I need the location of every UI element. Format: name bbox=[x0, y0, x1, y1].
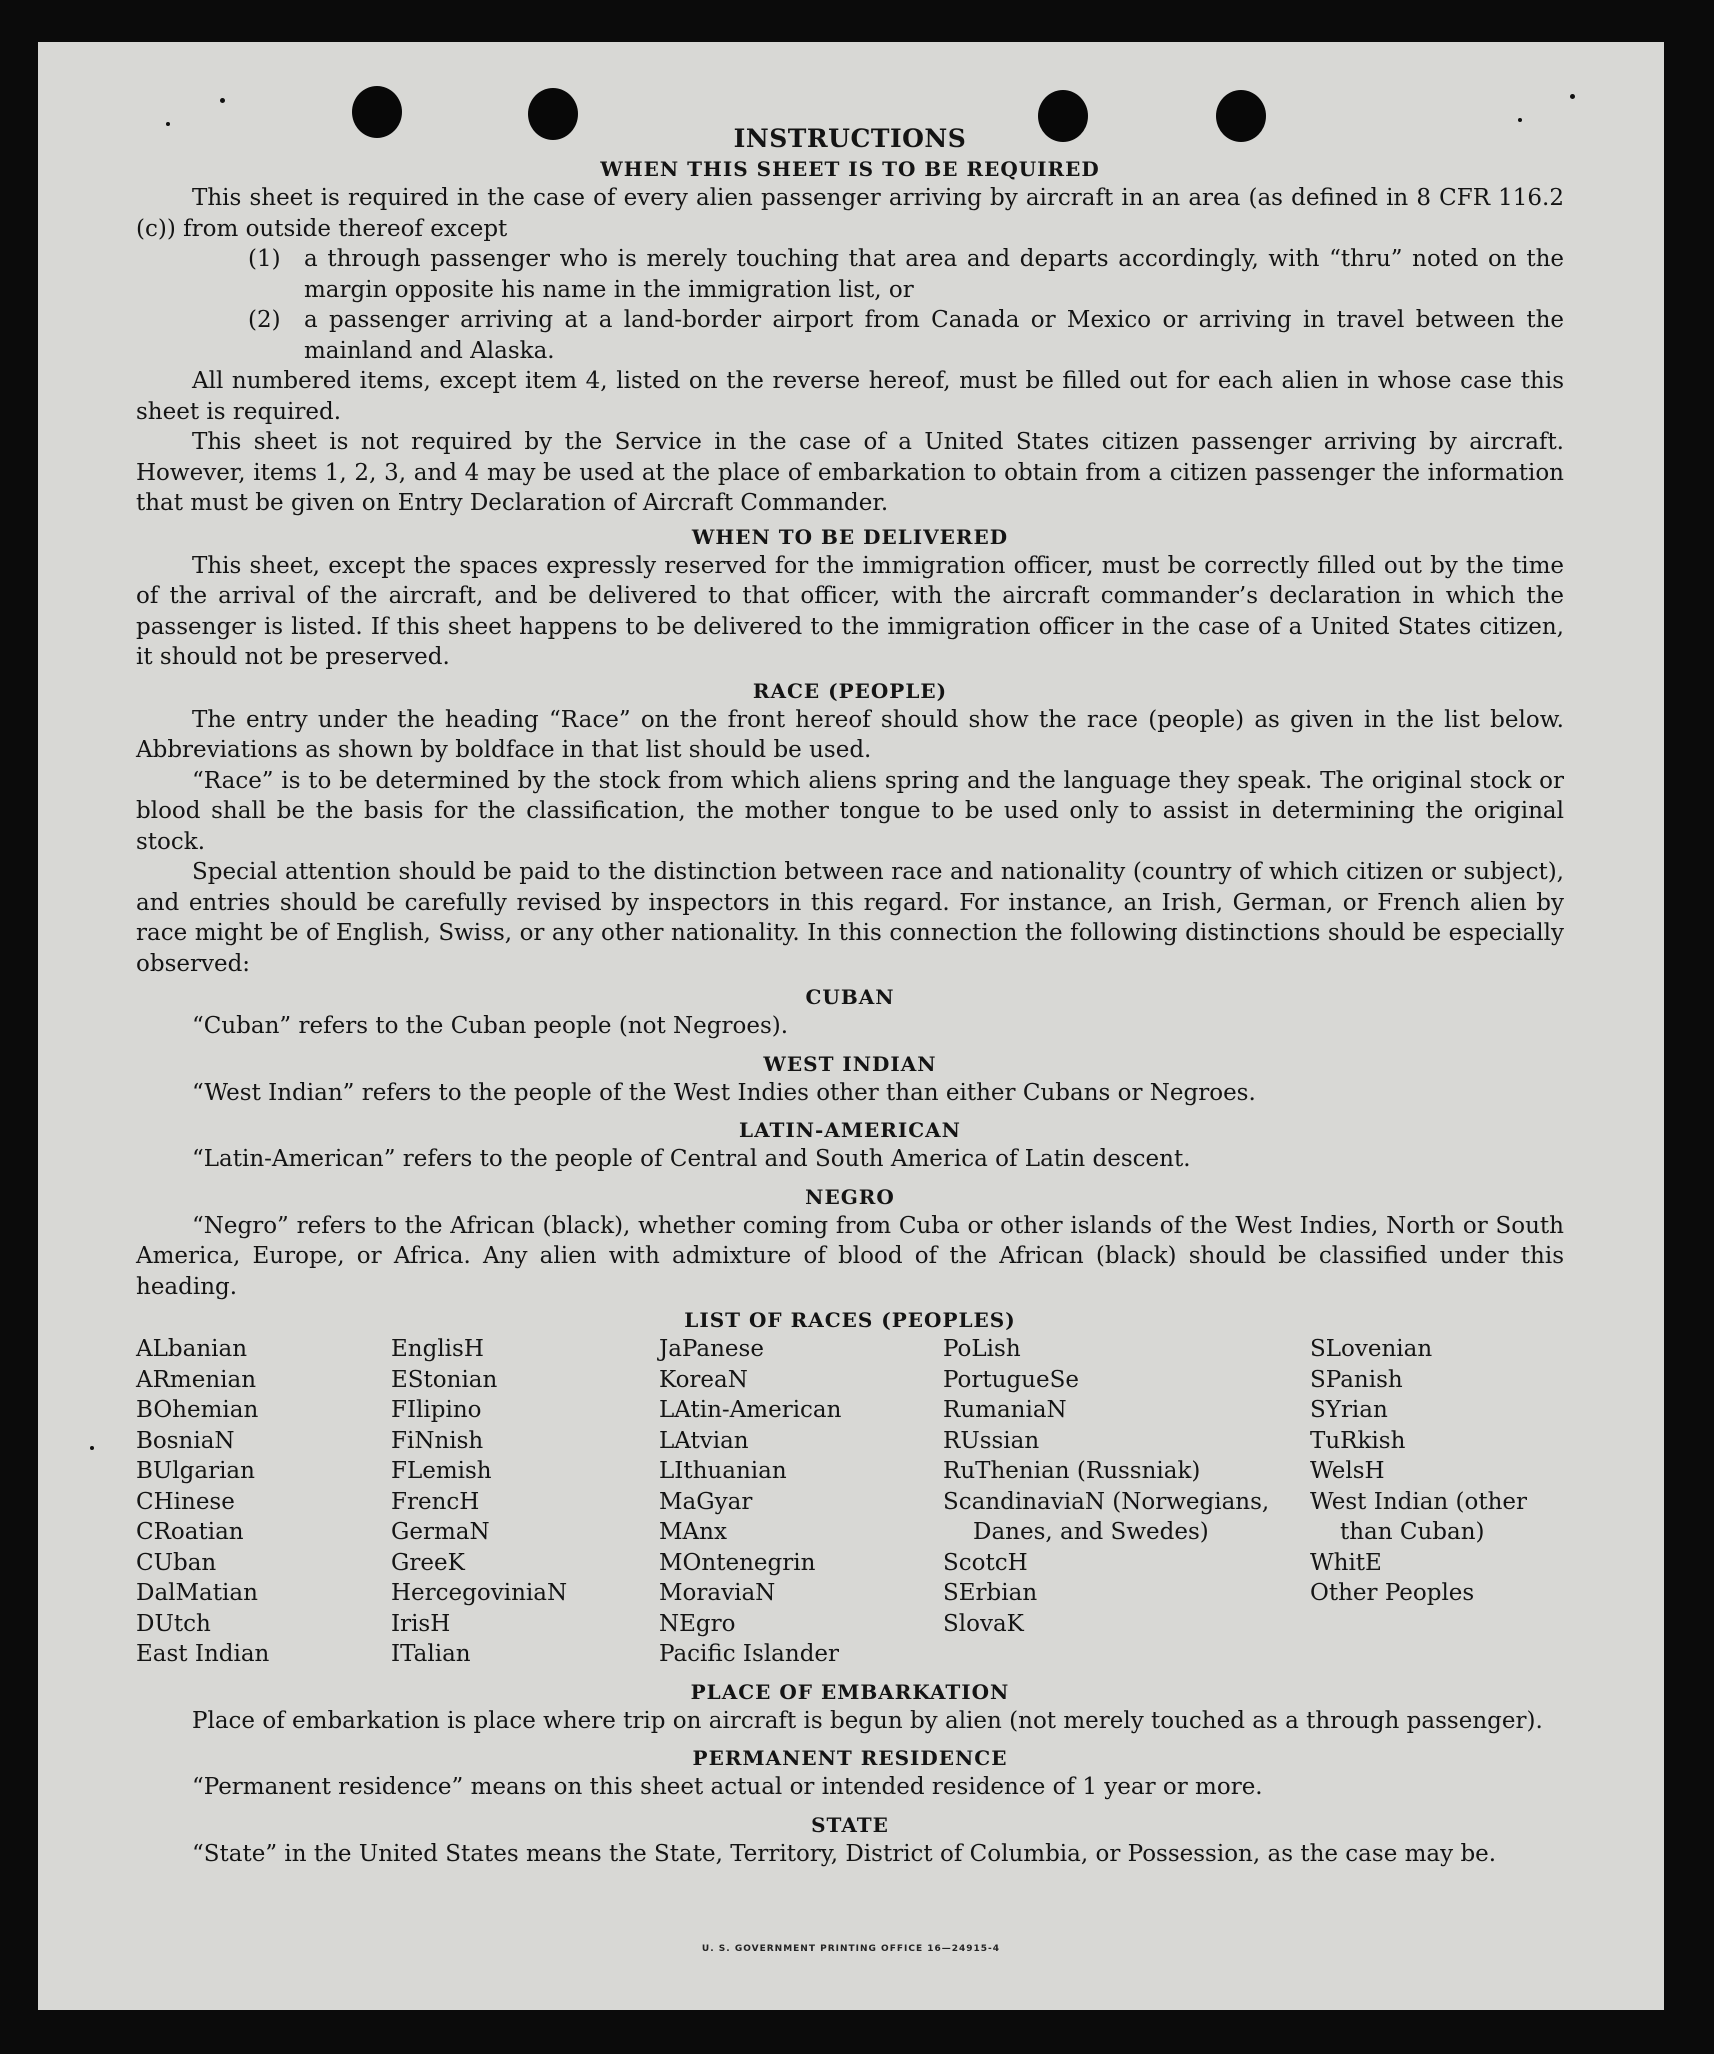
race-entry: LAtin-American bbox=[659, 1397, 842, 1423]
races-column bbox=[659, 1334, 943, 1670]
race-entry: WhitE bbox=[1310, 1549, 1382, 1576]
paragraph: “Negro” refers to the African (black), whether coming from Cuba or other islands of the West Indies, North or South America, Europe, or Africa. Any alien with admixture of blood of the African (black) should be classified under this heading. bbox=[136, 1212, 1564, 1300]
speck bbox=[1518, 118, 1522, 122]
races-column bbox=[391, 1334, 659, 1670]
instructions-content bbox=[136, 124, 1564, 1869]
item-text: a passenger arriving at a land-border airport from Canada or Mexico or arriving in travel between the mainland and Alaska. bbox=[304, 307, 1564, 364]
race-entry: BOhemian bbox=[136, 1397, 259, 1423]
race-entry: CRoatian bbox=[136, 1519, 244, 1545]
race-entry: MAnx bbox=[659, 1519, 727, 1545]
race-entry: RuThenian (Russniak) bbox=[943, 1458, 1201, 1484]
item-number: (1) bbox=[248, 246, 281, 272]
race-entry: FLemish bbox=[391, 1458, 492, 1484]
race-entry: KoreaN bbox=[659, 1366, 748, 1393]
paragraph: “Cuban” refers to the Cuban people (not Negroes). bbox=[192, 1013, 789, 1039]
race-entry: EnglisH bbox=[391, 1336, 484, 1362]
race-entry: DUtch bbox=[136, 1610, 211, 1637]
section-heading-list-of-races: LIST OF RACES (PEOPLES) bbox=[684, 1308, 1016, 1332]
race-entry: CUban bbox=[136, 1549, 217, 1576]
race-entry: ITalian bbox=[391, 1641, 471, 1667]
race-entry: East Indian bbox=[136, 1641, 270, 1667]
section-heading-negro: NEGRO bbox=[805, 1184, 895, 1209]
paragraph: This sheet, except the spaces expressly reserved for the immigration officer, must be correctly filled out by the time of the arrival of the aircraft, and be delivered to that officer, with the aircraft commander’s declaration in which the passenger is listed. If this sheet happens to be delivered to the immigration officer in the case of a United States citizen, it should not be preserved. bbox=[136, 552, 1564, 670]
paragraph: “Race” is to be determined by the stock from which aliens spring and the language they speak. The original stock or blood shall be the basis for the classification, the mother tongue to be used only to assist in determining the original stock. bbox=[136, 767, 1564, 855]
speck bbox=[90, 1446, 94, 1450]
list-item bbox=[248, 244, 1564, 305]
race-entry: TuRkish bbox=[1310, 1427, 1406, 1454]
item-number: (2) bbox=[248, 307, 281, 333]
race-entry: BUlgarian bbox=[136, 1458, 255, 1484]
race-entry: MoraviaN bbox=[659, 1580, 776, 1606]
page-title: INSTRUCTIONS bbox=[733, 124, 967, 153]
race-entry: DalMatian bbox=[136, 1580, 258, 1606]
section-heading-west-indian: WEST INDIAN bbox=[763, 1051, 937, 1076]
race-entry: FrencH bbox=[391, 1488, 480, 1515]
race-entry: HercegoviniaN bbox=[391, 1580, 568, 1606]
races-list bbox=[136, 1334, 1564, 1670]
section-heading-state: STATE bbox=[811, 1812, 889, 1837]
race-entry: FiNnish bbox=[391, 1427, 484, 1454]
races-column bbox=[136, 1334, 391, 1670]
race-entry: NEgro bbox=[659, 1610, 736, 1637]
race-entry: EStonian bbox=[391, 1366, 498, 1393]
section-heading-race: RACE (PEOPLE) bbox=[752, 678, 948, 703]
race-entry: LAtvian bbox=[659, 1427, 749, 1454]
paragraph: Special attention should be paid to the distinction between race and nationality (country of which citizen or subject), and entries should be carefully revised by inspectors in this regard. For instance, an Irish, German, or French alien by race might be of English, Swiss, or any other nationality. In this connection the following distinctions should be especially observed: bbox=[136, 859, 1564, 977]
section-heading-embarkation: PLACE OF EMBARKATION bbox=[690, 1679, 1010, 1704]
race-entry: FIlipino bbox=[391, 1397, 482, 1423]
race-entry: ScandinaviaN (Norwegians, Danes, and Swedes) bbox=[943, 1488, 1270, 1545]
race-entry: West Indian (other than Cuban) bbox=[1310, 1488, 1528, 1545]
race-entry: PoLish bbox=[943, 1336, 1021, 1362]
race-entry: WelsH bbox=[1310, 1458, 1385, 1484]
race-entry: PortugueSe bbox=[943, 1366, 1079, 1393]
race-entry: SLovenian bbox=[1310, 1336, 1433, 1362]
race-entry: ARmenian bbox=[136, 1366, 257, 1393]
paragraph: “Permanent residence” means on this sheet actual or intended residence of 1 year or more. bbox=[192, 1774, 1263, 1800]
race-entry: ALbanian bbox=[136, 1336, 248, 1362]
document-sheet bbox=[38, 42, 1664, 2010]
race-entry: CHinese bbox=[136, 1488, 235, 1515]
race-entry: RumaniaN bbox=[943, 1397, 1067, 1423]
race-entry: Other Peoples bbox=[1310, 1580, 1475, 1606]
section-heading-required: WHEN THIS SHEET IS TO BE REQUIRED bbox=[600, 157, 1100, 181]
paragraph: This sheet is required in the case of every alien passenger arriving by aircraft in an area (as defined in 8 CFR 116.2 (c)) from outside thereof except bbox=[136, 185, 1564, 242]
race-entry: SlovaK bbox=[943, 1610, 1024, 1637]
race-entry: JaPanese bbox=[659, 1336, 764, 1362]
section-heading-residence: PERMANENT RESIDENCE bbox=[692, 1746, 1008, 1770]
printing-office-footer: U. S. GOVERNMENT PRINTING OFFICE 16—24915-4 bbox=[701, 1944, 1001, 1954]
paragraph: All numbered items, except item 4, listed on the reverse hereof, must be filled out for each alien in whose case this sheet is required. bbox=[136, 368, 1564, 425]
race-entry: GreeK bbox=[391, 1549, 465, 1576]
race-entry: RUssian bbox=[943, 1427, 1040, 1454]
section-heading-cuban: CUBAN bbox=[805, 985, 895, 1009]
paragraph: The entry under the heading “Race” on the front hereof should show the race (people) as given in the list below. Abbreviations as shown by boldface in that list should be used. bbox=[136, 706, 1564, 763]
race-entry: SPanish bbox=[1310, 1366, 1403, 1393]
paragraph: “Latin-American” refers to the people of Central and South America of Latin descent. bbox=[192, 1146, 1191, 1172]
paragraph: “West Indian” refers to the people of the West Indies other than either Cubans or Negroes. bbox=[192, 1079, 1256, 1106]
race-entry: SErbian bbox=[943, 1580, 1038, 1606]
race-entry: IrisH bbox=[391, 1610, 451, 1637]
section-heading-latin-american: LATIN-AMERICAN bbox=[739, 1118, 961, 1142]
races-column bbox=[943, 1334, 1310, 1670]
race-entry: MOntenegrin bbox=[659, 1549, 816, 1576]
race-entry: ScotcH bbox=[943, 1549, 1028, 1576]
race-entry: LIthuanian bbox=[659, 1458, 787, 1484]
paragraph: Place of embarkation is place where trip on aircraft is begun by alien (not merely touched as a through passenger). bbox=[192, 1707, 1543, 1734]
race-entry: SYrian bbox=[1310, 1397, 1388, 1423]
speck bbox=[1570, 94, 1575, 99]
races-column bbox=[1310, 1334, 1564, 1670]
section-heading-delivered: WHEN TO BE DELIVERED bbox=[691, 524, 1009, 549]
race-entry: BosniaN bbox=[136, 1427, 235, 1454]
speck bbox=[220, 98, 225, 103]
race-entry: GermaN bbox=[391, 1519, 490, 1545]
paragraph: This sheet is not required by the Service in the case of a United States citizen passenger arriving by aircraft. However, items 1, 2, 3, and 4 may be used at the place of embarkation to obtain from a citizen passenger the information that must be given on Entry Declaration of Aircraft Commander. bbox=[136, 429, 1564, 516]
list-item bbox=[248, 305, 1564, 366]
race-entry: Pacific Islander bbox=[659, 1641, 840, 1667]
race-entry: MaGyar bbox=[659, 1488, 753, 1515]
paragraph: “State” in the United States means the State, Territory, District of Columbia, or Possession, as the case may be. bbox=[192, 1840, 1497, 1867]
item-text: a through passenger who is merely touching that area and departs accordingly, with “thru” noted on the margin opposite his name in the immigration list, or bbox=[304, 246, 1564, 303]
